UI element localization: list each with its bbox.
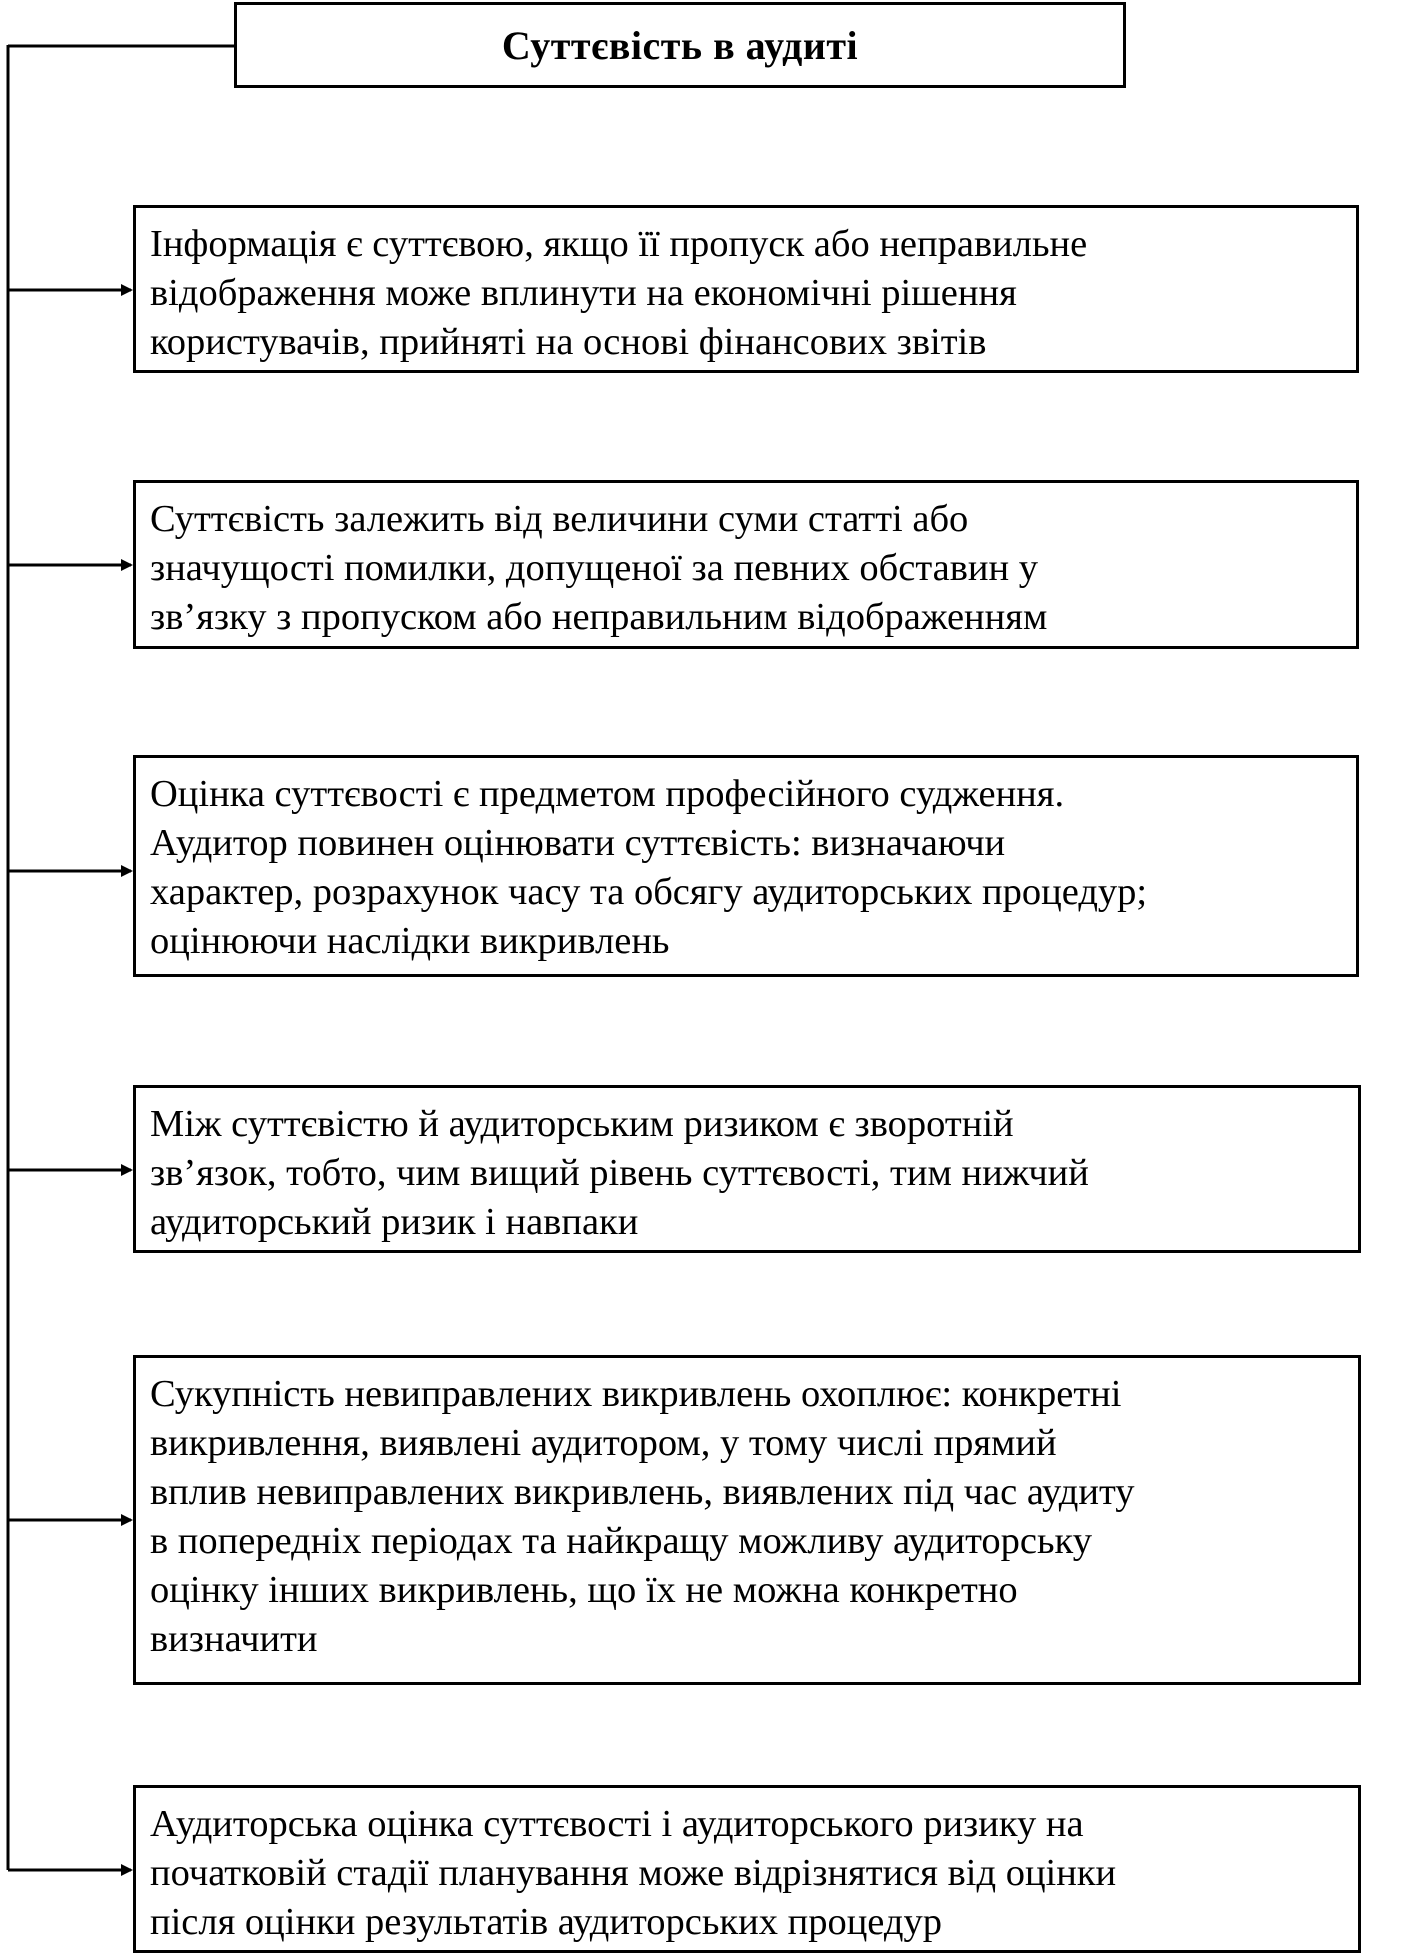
item-box-5 <box>133 1355 1361 1685</box>
item-text-4: Між суттєвістю й аудиторським ризиком є зворотній зв’язок, тобто, чим вищий рівень суттєвості, тим нижчий аудиторський ризик і навпаки <box>150 1103 1089 1243</box>
item-box-4 <box>133 1085 1361 1253</box>
item-text-5: Сукупність невиправлених викривлень охоплює: конкретні викривлення, виявлені аудитором, у тому числі прямий вплив невиправлених викривлень, виявлених під час аудиту в попередніх періодах та найкращу можливу аудиторську оцінку інших викривлень, що їх не можна конкретно визначити <box>150 1373 1135 1660</box>
item-box-1 <box>133 205 1359 373</box>
item-text-6: Аудиторська оцінка суттєвості і аудиторського ризику на початковій стадії планування може відрізнятися від оцінки після оцінки результатів аудиторських процедур <box>150 1803 1117 1943</box>
item-box-3 <box>133 755 1359 977</box>
title-box <box>234 2 1126 88</box>
item-text-3: Оцінка суттєвості є предметом професійного судження. Аудитор повинен оцінювати суттєвість: визначаючи характер, розрахунок часу та обсягу аудиторських процедур; оцінюючи наслідки викривлень <box>150 773 1148 962</box>
item-text-2: Суттєвість залежить від величини суми статті або значущості помилки, допущеної за певних обставин у зв’язку з пропуском або неправильним відображенням <box>150 498 1048 638</box>
diagram-title: Суттєвість в аудиті <box>501 22 859 68</box>
item-box-6 <box>133 1785 1361 1953</box>
item-text-1: Інформація є суттєвою, якщо її пропуск або неправильне відображення може вплинути на економічні рішення користувачів, прийняті на основі фінансових звітів <box>150 223 1088 363</box>
item-box-2 <box>133 480 1359 649</box>
